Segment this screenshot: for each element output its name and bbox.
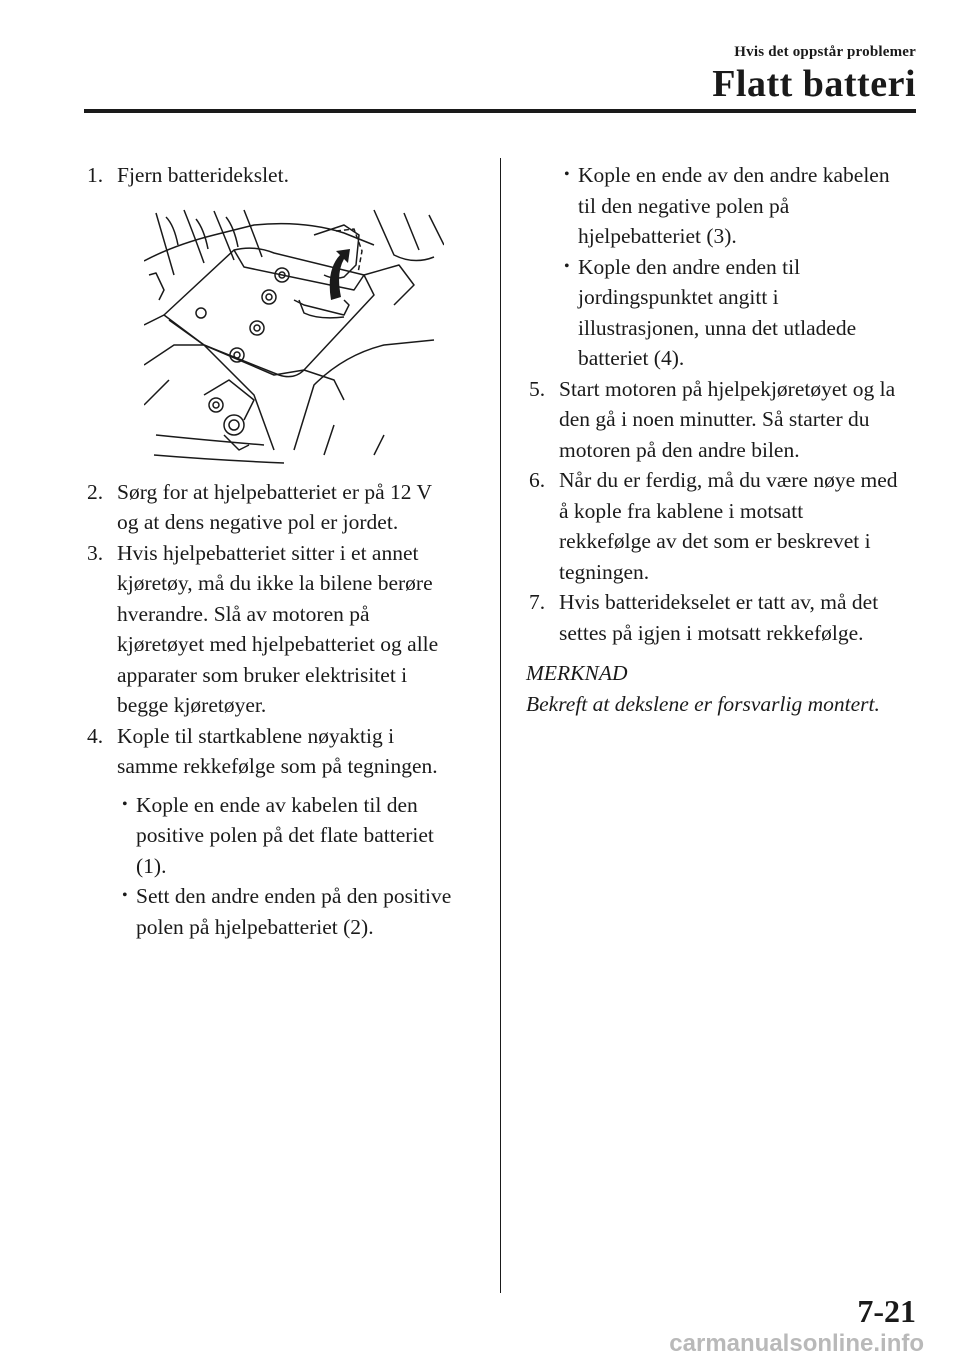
step-number: 6. <box>529 468 546 492</box>
step-line: rekkefølge av det som er beskrevet i <box>559 529 871 553</box>
step-number: 1. <box>87 163 104 187</box>
bullet-item <box>84 790 474 882</box>
step-line: tegningen. <box>559 559 650 584</box>
left-column <box>84 160 474 942</box>
bullet-line: jordingspunktet angitt i <box>578 285 779 309</box>
bullet-item <box>84 881 474 942</box>
note-text: Bekreft at dekslene er forsvarlig montert. <box>526 691 880 716</box>
bullet-line: illustrasjonen, unna det utladede <box>578 315 857 340</box>
column-divider <box>500 158 501 1293</box>
bullet-dot: • <box>122 887 128 904</box>
step-line: begge kjøretøyer. <box>117 693 267 717</box>
step-4 <box>84 721 474 782</box>
step-6 <box>526 465 926 587</box>
header-rule <box>84 109 916 113</box>
step-line: Kople til startkablene nøyaktig i <box>117 723 395 748</box>
step-1 <box>84 160 474 191</box>
step-number: 7. <box>529 590 546 614</box>
page-number: 7-21 <box>857 1293 916 1329</box>
bullet-line: (1). <box>136 853 167 878</box>
section-subtitle: Hvis det oppstår problemer <box>734 44 916 60</box>
right-column <box>526 160 926 719</box>
step-number: 2. <box>87 479 104 504</box>
bullet-line: Kople en ende av den andre kabelen <box>578 163 890 187</box>
bullet-dot: • <box>564 166 570 183</box>
bullet-dot: • <box>564 257 570 275</box>
step-5 <box>526 374 926 466</box>
step-line: og at dens negative pol er jordet. <box>117 510 399 534</box>
step-line: den gå i noen minutter. Så starter du <box>559 407 870 431</box>
step-number: 5. <box>529 376 546 401</box>
bullet-dot: • <box>122 795 128 813</box>
bullet-line: Kople en ende av kabelen til den <box>136 792 418 817</box>
step-line: Start motoren på hjelpekjøretøyet og la <box>559 376 896 401</box>
step-line: Hvis batteridekselet er tatt av, må det <box>559 590 879 614</box>
bullet-line: Kople den andre enden til <box>578 254 801 279</box>
step-line: motoren på den andre bilen. <box>559 437 800 462</box>
bullet-line: positive polen på det flate batteriet <box>136 823 434 847</box>
step-line: å kople fra kablene i motsatt <box>559 498 804 523</box>
step-line: hverandre. Slå av motoren på <box>117 601 370 626</box>
step-line: settes på igjen i motsatt rekkefølge. <box>559 620 864 645</box>
bullet-line: polen på hjelpebatteriet (2). <box>136 914 374 939</box>
step-line: apparater som bruker elektrisitet i <box>117 662 408 687</box>
step-line: kjøretøy, må du ikke la bilene berøre <box>117 571 433 595</box>
step-text: Fjern batteridekslet. <box>117 163 289 187</box>
page-title: Flatt batteri <box>712 63 916 105</box>
step-3 <box>84 538 474 721</box>
step-number: 4. <box>87 723 104 748</box>
bullet-item <box>526 252 926 374</box>
step-7 <box>526 587 926 648</box>
bullet-item <box>526 160 926 252</box>
step-2 <box>84 477 474 538</box>
step-line: samme rekkefølge som på tegningen. <box>117 754 438 778</box>
watermark: carmanualsonline.info <box>669 1330 924 1357</box>
step-number: 3. <box>87 540 104 565</box>
bullet-line: til den negative polen på <box>578 193 790 218</box>
bullet-line: batteriet (4). <box>578 346 685 370</box>
bullet-line: Sett den andre enden på den positive <box>136 884 452 908</box>
step-line: Sørg for at hjelpebatteriet er på 12 V <box>117 479 433 504</box>
note-title: MERKNAD <box>526 661 628 685</box>
battery-cover-illustration <box>144 205 444 465</box>
step-line: Hvis hjelpebatteriet sitter i et annet <box>117 540 419 565</box>
step-line: Når du er ferdig, må du være nøye med <box>559 468 898 492</box>
bullet-line: hjelpebatteriet (3). <box>578 224 737 248</box>
step-line: kjøretøyet med hjelpebatteriet og alle <box>117 632 439 656</box>
